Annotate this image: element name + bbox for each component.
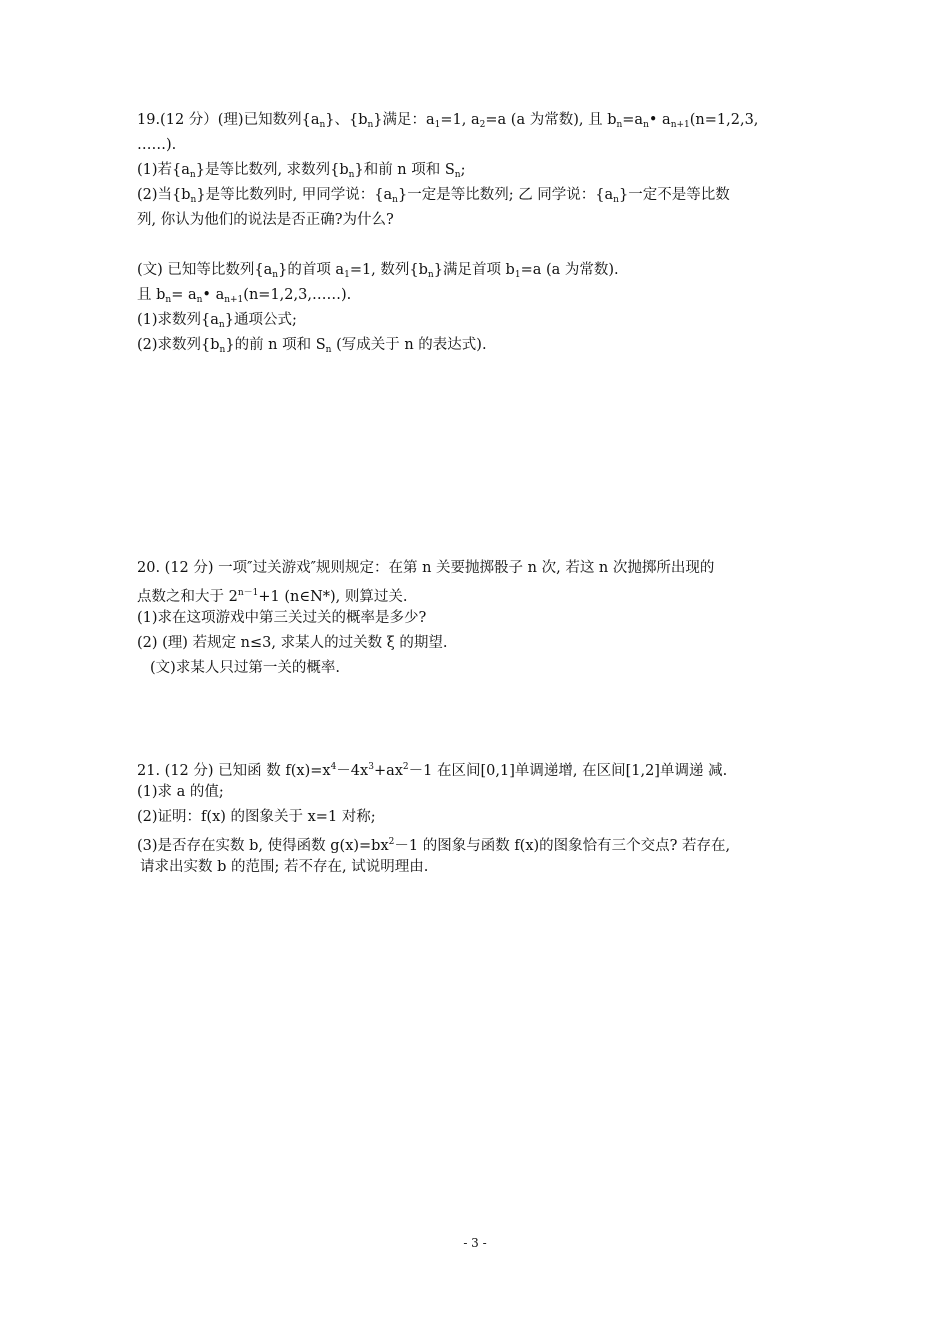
q19-part-1: (1)若$\{a_n\}$是等比数列, 求数列$\{b_n\}$和前 n 项和 $S_n$; bbox=[137, 162, 466, 180]
q21-part-3-cont: 请求出实数 b 的范围; 若不存在, 试说明理由. bbox=[140, 859, 429, 875]
q19-wen-stem: (文) 已知等比数列$\{a_n\}$的首项 $a_1=1$, 数列$\{b_n\}$满足首项 $b_1=a$ (a 为常数). bbox=[137, 262, 619, 280]
q19-part-2-cont: 列, 你认为他们的说法是否正确?为什么? bbox=[137, 212, 394, 228]
q19-wen-part-2: (2)求数列$\{b_n\}$的前 n 项和 $S_n$ (写成关于 n 的表达式). bbox=[137, 337, 487, 355]
q20-stem: 20. (12 分) 一项″过关游戏″规则规定：在第 n 关要抛掷骰子 n 次, 若这 n 次抛掷所出现的 bbox=[137, 560, 715, 576]
q20-part-1: (1)求在这项游戏中第三关过关的概率是多少? bbox=[137, 610, 427, 626]
q21-part-1: (1)求 a 的值; bbox=[137, 784, 224, 800]
q19-wen-part-1: (1)求数列$\{a_n\}$通项公式; bbox=[137, 312, 297, 330]
page-number: - 3 - bbox=[463, 1236, 487, 1250]
q20-stem-cont: 点数之和大于 $2^{n-1}+1$ (n∈N*), 则算过关. bbox=[137, 588, 408, 605]
q21-part-2: (2)证明：f(x) 的图象关于 x=1 对称; bbox=[137, 809, 376, 825]
q20-part-2-li: (2) (理) 若规定 n≤3, 求某人的过关数 ξ 的期望. bbox=[137, 635, 448, 651]
q19-part-2: (2)当$\{b_n\}$是等比数列时, 甲同学说：$\{a_n\}$一定是等比数列; 乙 同学说：$\{a_n\}$一定不是等比数 bbox=[137, 187, 730, 205]
q21-stem: 21. (12 分) 已知函 数 $f(x)=x^4-4x^3+ax^2-1$ 在区间[0,1]单调递增, 在区间[1,2]单调递 减. bbox=[137, 762, 728, 779]
q19-line-1: 19.(12 分）(理)已知数列$\{a_n\}$、$\{b_n\}$满足：$a_1=1$, $a_2=a$ (a 为常数), 且 $b_n=a_n•$ $a_{n+1}(n=1,2,3$, bbox=[137, 112, 759, 130]
q20-part-2-wen: (文)求某人只过第一关的概率. bbox=[150, 660, 340, 676]
q19-wen-condition: 且 $b_n=$ $a_n•$ $a_{n+1}(n=1,2,3,\dots\dots)$. bbox=[137, 287, 352, 305]
q19-line-2: ……). bbox=[137, 137, 177, 153]
q21-part-3: (3)是否存在实数 b, 使得函数 $g(x)=bx^2-1$ 的图象与函数 f(x)的图象恰有三个交点? 若存在, bbox=[137, 837, 731, 854]
